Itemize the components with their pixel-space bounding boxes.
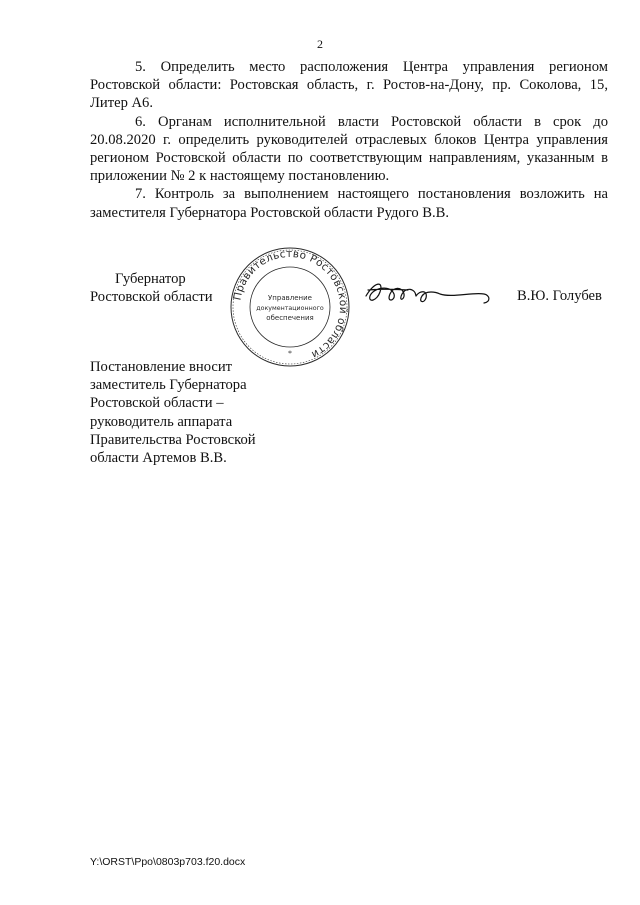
signatory-title [90,270,213,306]
official-seal-icon [229,246,351,368]
submitter-line4: руководитель аппарата [90,413,233,430]
seal-inner-line1: Управление [268,294,312,302]
submitter-line2: заместитель Губернатора [90,377,247,394]
seal-star: * [288,349,292,358]
paragraph-7: 7. Контроль за выполнением настоящего постановления возложить на заместителя Губернатора Ростовской области Рудого В.В. [90,186,608,221]
handwritten-signature-icon [360,272,495,312]
paragraph-5: 5. Определить место расположения Центра управления регионом Ростовской области: Ростовская область, г. Ростов-на-Дону, пр. Соколова, 15, Литер А6. [90,59,608,112]
page-number: 2 [317,37,323,51]
seal-inner-line2: документационного [256,305,324,312]
signatory-name: В.Ю. Голубев [517,288,602,304]
submitter-note [90,358,300,467]
submitter-line5: Правительства Ростовской [90,431,256,448]
signatory-title-line1: Губернатор [115,271,186,287]
submitter-line1: Постановление вносит [90,359,233,375]
submitter-line6: области Артемов В.В. [90,450,227,467]
footer-file-path: Y:\ORST\Ppo\0803p703.f20.docx [90,856,246,868]
signatory-title-line2: Ростовской области [90,289,213,306]
submitter-line3: Ростовской области – [90,395,224,412]
paragraph-6: 6. Органам исполнительной власти Ростовской области в срок до 20.08.2020 г. определить руководителей отраслевых блоков Центра управления регионом Ростовской области по соответствующим направлениям, указанным в приложении № 2 к настоящему постановлению. [90,113,608,185]
seal-outer-text: Правительство Ростовской области [231,247,350,361]
document-body [90,58,608,222]
seal-inner-line3: обеспечения [266,314,314,322]
